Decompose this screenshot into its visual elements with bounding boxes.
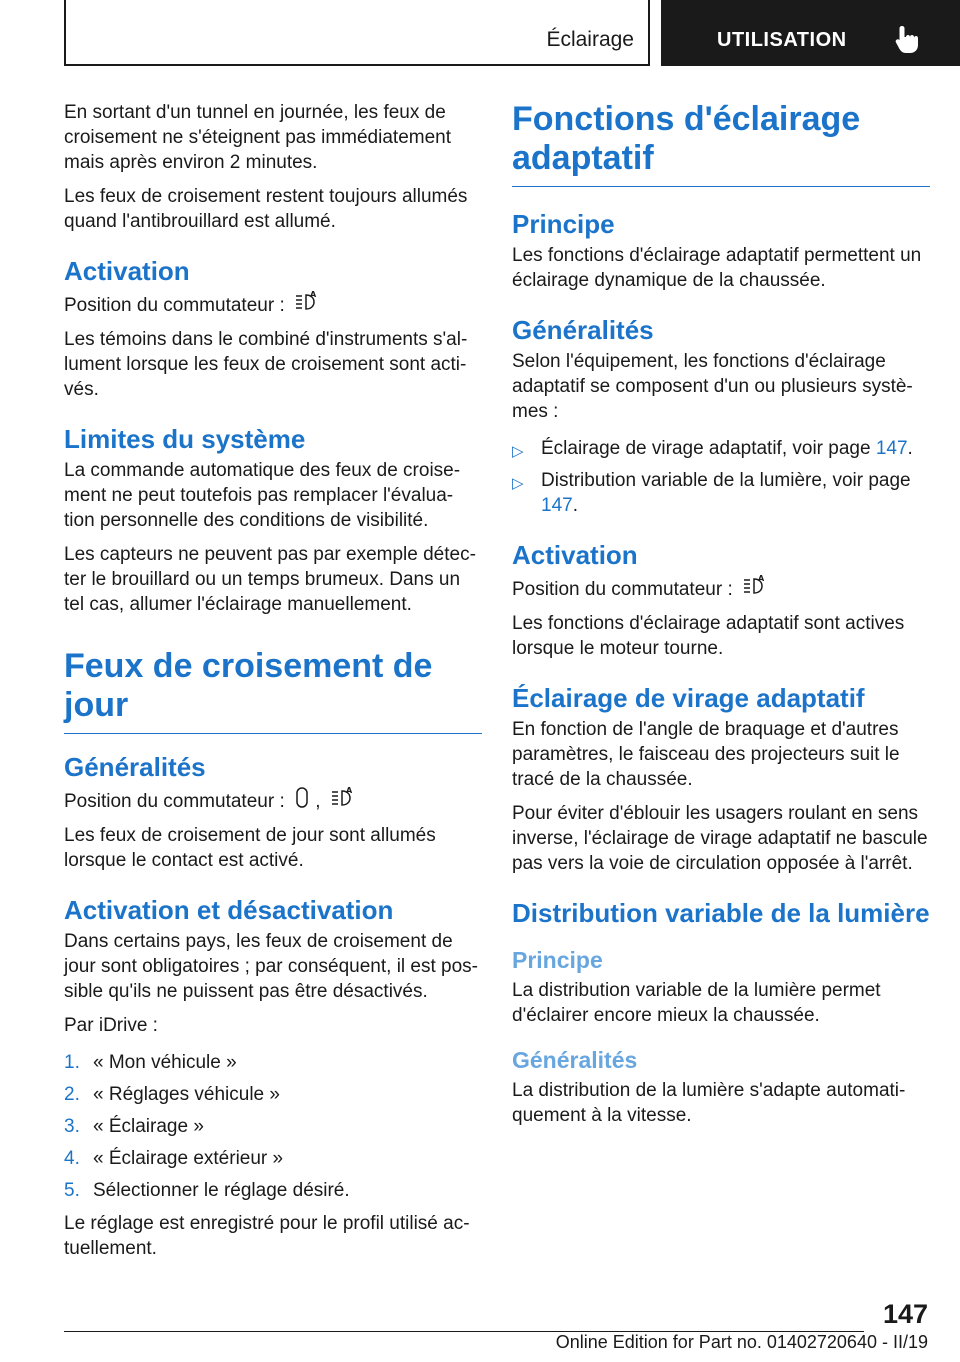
paragraph: Le réglage est enregistré pour le profil utilisé ac-tuellement. bbox=[64, 1213, 470, 1259]
list-item bbox=[64, 1050, 482, 1075]
step-number: 1. bbox=[64, 1052, 80, 1073]
heading-daytime-running-lights: Feux de croisement de jour bbox=[64, 647, 482, 734]
heading-activation-deactivation: Activation et désactivation bbox=[64, 895, 394, 925]
list-item-end: . bbox=[907, 438, 913, 459]
header-chapter-box bbox=[661, 0, 960, 66]
paragraph: La commande automatique des feux de croise-ment ne peut toutefois pas remplacer l'évalua-tion personnelle des conditions de visibilité. bbox=[64, 460, 461, 531]
auto-headlight-icon bbox=[294, 290, 320, 314]
switch-position-label: Position du commutateur : bbox=[512, 579, 733, 600]
heading-variable-light-distribution: Distribution variable de la lumière bbox=[512, 898, 930, 928]
page-link[interactable]: 147 bbox=[875, 438, 908, 459]
list-item bbox=[64, 1114, 482, 1139]
paragraph: Les feux de croisement restent toujours allumés quand l'antibrouillard est allumé. bbox=[64, 186, 468, 232]
heading-adaptive-cornering: Éclairage de virage adaptatif bbox=[512, 683, 865, 713]
list-item-text: Distribution variable de la lumière, voir page bbox=[541, 470, 911, 491]
paragraph: Les témoins dans le combiné d'instruments s'al-lument lorsque les feux de croisement sont acti-vés. bbox=[64, 329, 468, 400]
heading-general: Généralités bbox=[64, 752, 206, 782]
svg-text:A: A bbox=[758, 574, 765, 583]
heading-principle: Principe bbox=[512, 209, 615, 239]
heading-system-limits: Limites du système bbox=[64, 424, 306, 454]
footer-edition: Online Edition for Part no. 01402720640 - II/19 bbox=[555, 1332, 928, 1352]
paragraph: Les fonctions d'éclairage adaptatif permettent un éclairage dynamique de la chaussée. bbox=[512, 245, 922, 291]
paragraph: La distribution variable de la lumière permet d'éclairer encore mieux la chaussée. bbox=[512, 980, 881, 1026]
paragraph: Pour éviter d'éblouir les usagers roulant en sens inverse, l'éclairage de virage adaptatif ne bascule pas vers la voie de circulation opposée à l'arrêt. bbox=[512, 803, 928, 874]
systems-list bbox=[512, 436, 930, 518]
auto-headlight-icon bbox=[330, 786, 356, 810]
paragraph: Les capteurs ne peuvent pas par exemple détec-ter le brouillard ou un temps brumeux. Dans un tel cas, allumer l'éclairage manuellement. bbox=[64, 544, 476, 615]
list-item bbox=[512, 436, 930, 461]
list-item bbox=[64, 1082, 482, 1107]
pointing-hand-icon bbox=[893, 24, 921, 54]
triangle-bullet-icon: ▷ bbox=[512, 443, 524, 460]
switch-position-label: Position du commutateur : bbox=[64, 295, 285, 316]
step-number: 3. bbox=[64, 1116, 80, 1137]
list-item bbox=[512, 468, 930, 518]
subheading-principle: Principe bbox=[512, 947, 603, 973]
idrive-steps-list bbox=[64, 1050, 482, 1203]
paragraph: Les feux de croisement de jour sont allumés lorsque le contact est activé. bbox=[64, 825, 436, 871]
heading-activation: Activation bbox=[64, 256, 190, 286]
header-section-box bbox=[64, 0, 650, 66]
paragraph-switch-position bbox=[64, 290, 482, 318]
paragraph: Dans certains pays, les feux de croisement de jour sont obligatoires ; par conséquent, il est pos-sible qu'ils ne puissent pas être désactivés. bbox=[64, 931, 479, 1002]
list-item-text: Éclairage de virage adaptatif, voir page bbox=[541, 438, 876, 459]
step-number: 4. bbox=[64, 1148, 80, 1169]
subheading-general: Généralités bbox=[512, 1047, 638, 1073]
svg-text:A: A bbox=[310, 290, 317, 299]
left-column bbox=[64, 100, 482, 1270]
page-number: 147 bbox=[882, 1299, 928, 1329]
heading-adaptive-lighting: Fonctions d'éclairage adaptatif bbox=[512, 100, 930, 187]
step-number: 5. bbox=[64, 1180, 80, 1201]
step-text: « Mon véhicule » bbox=[93, 1052, 237, 1073]
separator: , bbox=[315, 791, 321, 812]
paragraph: Les fonctions d'éclairage adaptatif sont actives lorsque le moteur tourne. bbox=[512, 613, 905, 659]
paragraph-switch-position bbox=[512, 574, 930, 602]
page-link[interactable]: 147 bbox=[541, 495, 573, 516]
paragraph: La distribution de la lumière s'adapte automati-quement à la vitesse. bbox=[512, 1080, 906, 1126]
heading-general: Généralités bbox=[512, 315, 654, 345]
switch-position-label: Position du commutateur : bbox=[64, 791, 285, 812]
chapter-title: UTILISATION bbox=[717, 29, 847, 51]
triangle-bullet-icon: ▷ bbox=[512, 475, 524, 492]
list-item-end: . bbox=[572, 495, 578, 516]
paragraph: Selon l'équipement, les fonctions d'éclairage adaptatif se composent d'un ou plusieurs systè-mes : bbox=[512, 351, 913, 422]
step-number: 2. bbox=[64, 1084, 80, 1105]
paragraph-switch-position bbox=[64, 786, 482, 814]
auto-headlight-icon bbox=[742, 574, 768, 598]
list-item bbox=[64, 1178, 482, 1203]
paragraph: En fonction de l'angle de braquage et d'autres paramètres, le faisceau des projecteurs suit le tracé de la chaussée. bbox=[512, 719, 900, 790]
right-column bbox=[512, 100, 930, 1137]
section-title: Éclairage bbox=[546, 28, 634, 51]
switch-off-icon bbox=[294, 786, 310, 810]
paragraph: En sortant d'un tunnel en journée, les feux de croisement ne s'éteignent pas immédiatement mais après environ 2 minutes. bbox=[64, 102, 451, 173]
step-text: « Éclairage extérieur » bbox=[93, 1148, 284, 1169]
step-text: Sélectionner le réglage désiré. bbox=[93, 1180, 350, 1201]
step-text: « Réglages véhicule » bbox=[93, 1084, 280, 1105]
heading-activation: Activation bbox=[512, 540, 638, 570]
svg-text:A: A bbox=[345, 786, 353, 795]
paragraph: Par iDrive : bbox=[64, 1015, 158, 1036]
step-text: « Éclairage » bbox=[93, 1116, 204, 1137]
list-item bbox=[64, 1146, 482, 1171]
